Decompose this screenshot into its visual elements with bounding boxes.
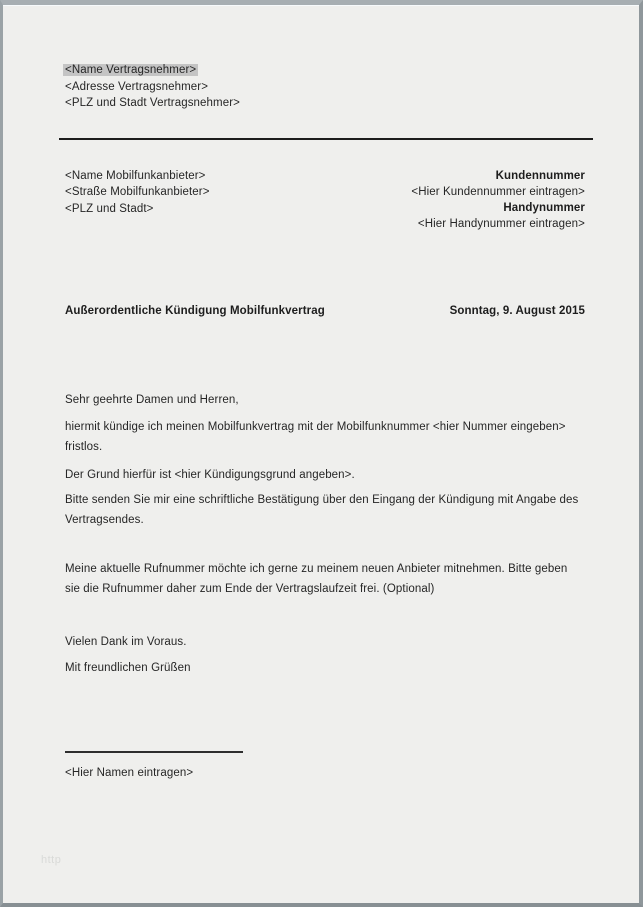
phone-number-label: Handynummer xyxy=(503,201,585,214)
body-paragraph-reason: Der Grund hierfür ist <hier Kündigungsgrund angeben>. xyxy=(65,468,355,481)
sender-address-block xyxy=(65,62,585,112)
recipient-name-line: <Name Mobilfunkanbieter> xyxy=(65,169,206,182)
recipient-address-block xyxy=(65,168,210,232)
letter-content xyxy=(65,62,585,781)
thanks-line: Vielen Dank im Voraus. xyxy=(65,635,187,648)
sender-city-line: <PLZ und Stadt Vertragsnehmer> xyxy=(65,97,240,109)
header-divider xyxy=(59,138,593,140)
account-numbers-block xyxy=(411,168,585,232)
subject-line: Außerordentliche Kündigung Mobilfunkvertrag xyxy=(65,304,325,317)
sender-name-placeholder-highlighted: <Name Vertragsnehmer> xyxy=(65,64,197,76)
subject-date-row xyxy=(65,301,585,321)
letter-body xyxy=(65,390,585,678)
recipient-city-line: <PLZ und Stadt> xyxy=(65,202,154,215)
customer-number-placeholder: <Hier Kundennummer eintragen> xyxy=(411,185,585,198)
body-paragraph-confirmation: Bitte senden Sie mir eine schriftliche Bestätigung über den Eingang der Kündigung mit Angabe des Vertragsendes. xyxy=(65,493,579,526)
body-paragraph-number-portability: Meine aktuelle Rufnummer möchte ich gerne zu meinem neuen Anbieter mitnehmen. Bitte geben sie die Rufnummer daher zum Ende der Vertragslaufzeit frei. (Optional) xyxy=(65,562,568,595)
signature-name-placeholder: <Hier Namen eintragen> xyxy=(65,766,194,779)
watermark-text: http xyxy=(41,854,62,866)
body-paragraph-cancellation: hiermit kündige ich meinen Mobilfunkvertrag mit der Mobilfunknummer <hier Nummer eingeben> fristlos. xyxy=(65,420,566,453)
recipient-street-line: <Straße Mobilfunkanbieter> xyxy=(65,186,210,198)
sender-name-line xyxy=(65,62,585,79)
customer-number-label: Kundennummer xyxy=(495,169,585,182)
letter-date: Sonntag, 9. August 2015 xyxy=(449,304,585,317)
sender-street-line: <Adresse Vertragsnehmer> xyxy=(65,80,209,93)
closing-line: Mit freundlichen Grüßen xyxy=(65,661,191,674)
salutation: Sehr geehrte Damen und Herren, xyxy=(65,393,239,406)
signature-line xyxy=(65,751,243,753)
phone-number-placeholder: <Hier Handynummer eintragen> xyxy=(417,217,585,230)
recipient-account-row xyxy=(65,168,585,232)
